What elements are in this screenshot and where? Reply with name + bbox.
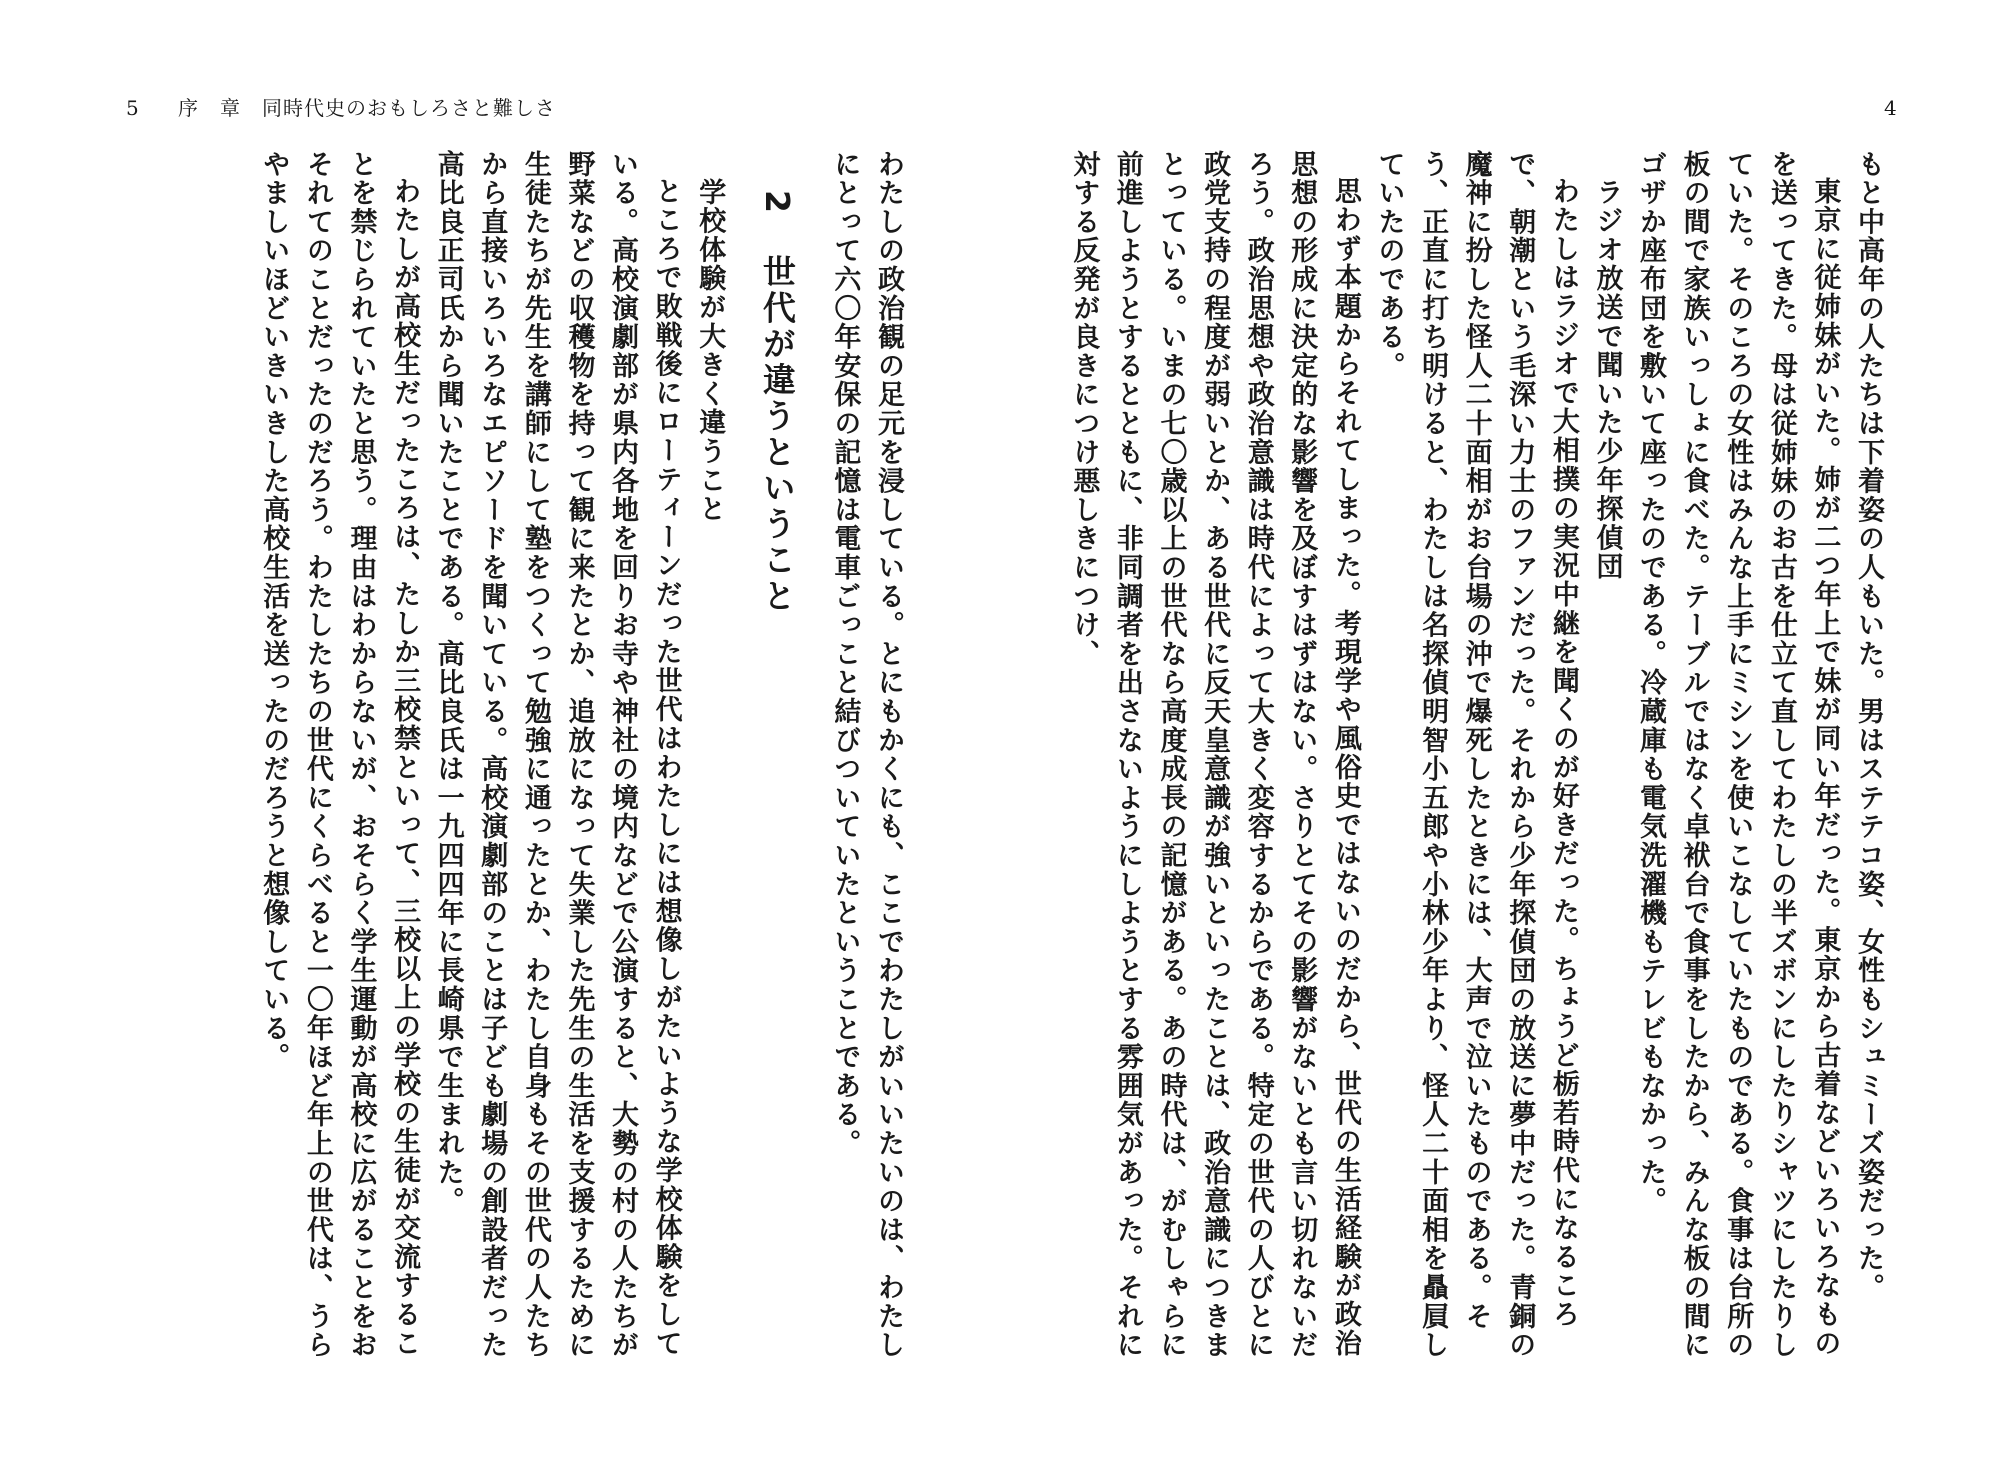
subheading: 学校体験が大きく違うこと bbox=[694, 178, 726, 524]
subheading: ラジオ放送で聞いた少年探偵団 bbox=[1591, 178, 1623, 582]
paragraph: 東京に従姉妹がいた。姉が二つ年上で妹が同い年だった。東京から古着などいろいろなものを送ってきた。母は従姉妹のお古を仕立て直してわたしの半ズボンにしたりシャツにしたりしていた。そのころの女性はみんな上手にミシンを使いこなしていたものである。食事は台所の板の間で家族いっしょに食べた。テーブルではなく卓袱台で食事をしたから、みんな板の間にゴザか座布団を敷いて座ったのである。冷蔵庫も電気洗濯機もテレビもなかった。 bbox=[1635, 150, 1841, 1360]
paragraph: もと中高年の人たちは下着姿の人もいた。男はステテコ姿、女性もシュミーズ姿だった。 bbox=[1853, 150, 1884, 1302]
paragraph: ところで敗戦後にローティーンだった世代はわたしには想像しがたいような学校体験をしている。高校演劇部が県内各地を回りお寺や神社の境内などで公演すると、大勢の村の人たちが野菜などの収穫物を持って観に来たとか、追放になって失業した先生の生活を支援するために生徒たちが先生を講師にして塾をつくって勉強に通ったとか、わたし自身もその世代の人たちから直接いろいろなエピソードを聞いている。高校演劇部のことは子ども劇場の創設者だった高比良正司氏から聞いたことである。高比良氏は一九四四年に長崎県で生まれた。 bbox=[432, 150, 682, 1360]
right-page-body bbox=[1068, 150, 1890, 1380]
paragraph: わたしはラジオで大相撲の実況中継を聞くのが好きだった。ちょうど栃若時代になるころで、朝潮という毛深い力士のファンだった。それから少年探偵団の放送に夢中だった。青銅の魔神に扮した怪人二十面相がお台場の沖で爆死したときには、大声で泣いたものである。そう、正直に打ち明けると、わたしは名探偵明智小五郎や小林少年より、怪人二十面相を贔屓していたのである。 bbox=[1373, 150, 1579, 1360]
section-heading bbox=[755, 150, 799, 1380]
section-title: 世代が違うということ bbox=[757, 254, 797, 615]
paragraph: 思わず本題からそれてしまった。考現学や風俗史ではないのだから、世代の生活経験が政治思想の形成に決定的な影響を及ぼすはずはない。さりとてその影響がないとも言い切れないだろう。政治思想や政治意識は時代によって大きく変容するからである。特定の世代の人びとに政党支持の程度が弱いとか、ある世代に反天皇意識が強いといったことは、政治意識につきまとっている。いまの七〇歳以上の世代なら高度成長の記憶がある。あの時代は、がむしゃらに前進しようとするとともに、非同調者を出さないようにしようとする雰囲気があった。それに対する反発が良きにつけ悪しきにつけ、 bbox=[1068, 150, 1361, 1360]
paragraph: わたしの政治観の足元を浸している。とにもかくにも、ここでわたしがいいたいのは、わたしにとって六〇年安保の記憶は電車ごっこと結びついていたということである。 bbox=[829, 150, 904, 1360]
section-number: 2 bbox=[757, 190, 797, 216]
right-page-number: 4 bbox=[1884, 96, 1897, 120]
left-page-body bbox=[190, 150, 910, 1380]
paragraph: わたしが高校生だったころは、たしか三校禁といって、三校以上の学校の生徒が交流することを禁じられていたと思う。理由はわからないが、おそらく学生運動が高校に広がることをおそれてのことだったのだろう。わたしたちの世代にくらべると一〇年ほど年上の世代は、うらやましいほどいきいきした高校生活を送ったのだろうと想像している。 bbox=[258, 150, 421, 1360]
left-page-number: 5 bbox=[126, 96, 139, 120]
running-head: 序 章 同時代史のおもしろさと難しさ bbox=[178, 96, 556, 120]
